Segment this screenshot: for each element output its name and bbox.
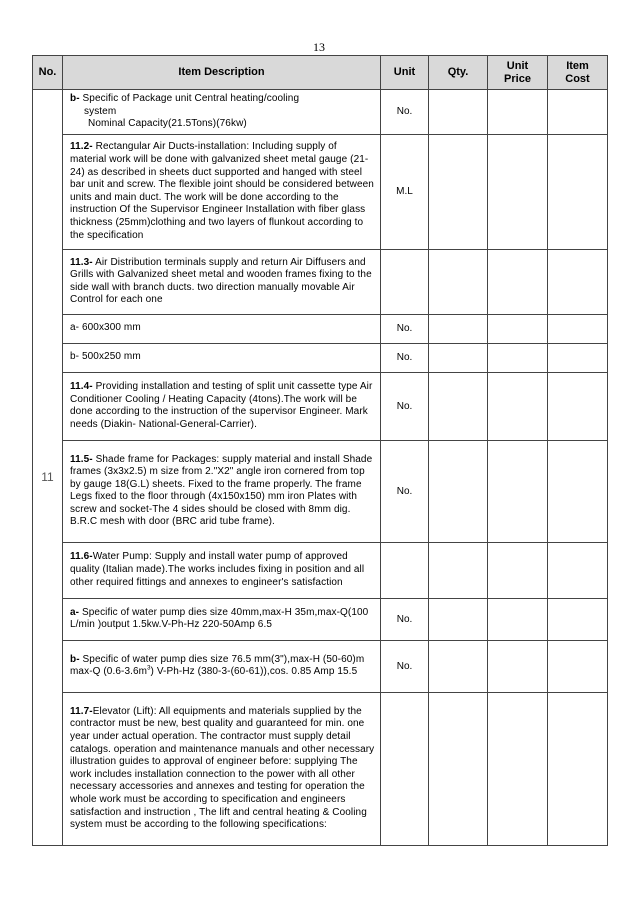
item-cost-cell[interactable] xyxy=(548,640,608,692)
unit-cell: No. xyxy=(381,372,429,440)
header-description: Item Description xyxy=(63,56,381,90)
header-unit-price-label: Unit Price xyxy=(504,59,531,85)
item-cost-cell[interactable] xyxy=(548,249,608,314)
row-text-part1: Specific of water pump dies size 76.5 mm(3"),max-H (50-60)m max-Q (0.6-3.6m xyxy=(70,653,365,678)
row-prefix: 11.7- xyxy=(70,705,93,717)
qty-cell[interactable] xyxy=(429,640,488,692)
header-unit-price xyxy=(488,56,548,90)
description-cell xyxy=(63,542,381,598)
page-number: 13 xyxy=(313,40,325,54)
qty-cell[interactable] xyxy=(429,598,488,640)
row-prefix: 11.5- xyxy=(70,453,93,465)
item-cost-cell[interactable] xyxy=(548,314,608,343)
description-cell xyxy=(63,343,381,372)
unit-price-cell[interactable] xyxy=(488,640,548,692)
qty-cell[interactable] xyxy=(429,440,488,542)
table-header-row xyxy=(33,56,608,90)
row-text: Air Distribution terminals supply and return Air Diffusers and Grills with Galvanized sheet metal and wooden frames fixing to the side wall with branch ducts. two direction manually movable Air Control for each one xyxy=(70,256,372,306)
unit-price-cell[interactable] xyxy=(488,90,548,135)
item-cost-cell[interactable] xyxy=(548,542,608,598)
row-prefix: b- xyxy=(70,653,80,665)
table-row xyxy=(33,249,608,314)
item-cost-cell[interactable] xyxy=(548,440,608,542)
unit-price-cell[interactable] xyxy=(488,542,548,598)
unit-cell xyxy=(381,542,429,598)
table-row xyxy=(33,314,608,343)
row-text: Water Pump: Supply and install water pump of approved quality (Italian made).The works includes fixing in position and all other required fittings and annexes to engineer's satisfaction xyxy=(70,551,365,588)
table-row xyxy=(33,134,608,249)
item-cost-cell[interactable] xyxy=(548,598,608,640)
unit-price-cell[interactable] xyxy=(488,249,548,314)
row-prefix: a- xyxy=(70,606,80,618)
description-cell xyxy=(63,314,381,343)
unit-cell: No. xyxy=(381,598,429,640)
table-row xyxy=(33,90,608,135)
item-cost-cell[interactable] xyxy=(548,372,608,440)
description-cell xyxy=(63,372,381,440)
item-cost-cell[interactable] xyxy=(548,343,608,372)
table-row xyxy=(33,343,608,372)
unit-cell: No. xyxy=(381,640,429,692)
unit-price-cell[interactable] xyxy=(488,372,548,440)
unit-cell: M.L xyxy=(381,134,429,249)
unit-cell xyxy=(381,249,429,314)
qty-cell[interactable] xyxy=(429,542,488,598)
description-cell xyxy=(63,640,381,692)
unit-price-cell[interactable] xyxy=(488,343,548,372)
table-row xyxy=(33,440,608,542)
unit-cell: No. xyxy=(381,440,429,542)
row-text: Shade frame for Packages: supply material and install Shade frames (3x3x2.5) m size from 2."X2" angle iron cornered from top by gauge 18(G.L) sheets. Fixed to the frame properly. The frame Legs fixed to the floor through (4x150x150) mm iron Plates with screw and socket-The 4 sides should be closed with 8mm dig. B.R.C mesh with door (BRC arid tube frame). xyxy=(70,453,373,528)
table-row xyxy=(33,542,608,598)
item-cost-cell[interactable] xyxy=(548,134,608,249)
description-cell xyxy=(63,90,381,135)
row-prefix: 11.2- xyxy=(70,141,93,153)
unit-price-cell[interactable] xyxy=(488,134,548,249)
header-unit: Unit xyxy=(381,56,429,90)
header-item-cost-label: Item Cost xyxy=(565,59,590,85)
item-cost-cell[interactable] xyxy=(548,692,608,845)
unit-price-cell[interactable] xyxy=(488,692,548,845)
description-cell xyxy=(63,692,381,845)
row-text-line3: Nominal Capacity(21.5Tons)(76kw) xyxy=(88,118,247,130)
unit-price-cell[interactable] xyxy=(488,598,548,640)
unit-cell: No. xyxy=(381,343,429,372)
description-cell xyxy=(63,134,381,249)
unit-cell: No. xyxy=(381,90,429,135)
header-no: No. xyxy=(33,56,63,90)
description-cell xyxy=(63,598,381,640)
qty-cell[interactable] xyxy=(429,372,488,440)
row-text: Providing installation and testing of split unit cassette type Air Conditioner Cooling / Heating Capacity (4tons).The work will be done according to the instruction of the supervisor Engineer. Mark needs (Diakin- National-General-Carrier). xyxy=(70,381,373,430)
row-text: a- 600x300 mm xyxy=(70,322,141,334)
description-cell xyxy=(63,440,381,542)
qty-cell[interactable] xyxy=(429,249,488,314)
table-row xyxy=(33,640,608,692)
item-number-cell xyxy=(33,90,63,846)
row-text-line2: system xyxy=(84,105,117,117)
row-text: Specific of Package unit Central heating/cooling xyxy=(79,93,300,104)
row-text: Specific of water pump dies size 40mm,max-H 35m,max-Q(100 L/min )output 1.5kw.V-Ph-Hz 220-50Amp 6.5 xyxy=(70,606,369,631)
qty-cell[interactable] xyxy=(429,343,488,372)
unit-cell: No. xyxy=(381,314,429,343)
unit-price-cell[interactable] xyxy=(488,440,548,542)
unit-cell xyxy=(381,692,429,845)
table-row xyxy=(33,372,608,440)
unit-price-cell[interactable] xyxy=(488,314,548,343)
row-text: Rectangular Air Ducts-installation: Including supply of material work will be done with galvanized sheet metal gauge (21-24) as described in sheets duct supported and hanged with steel bar unit and screw. The flexible joint should be considered between units and main duct. The work will be done according to the instruction Of the Supervisor Engineer Installation with fiber glass thickness (25mm)clothing and two layers of flunkout according to the specification xyxy=(70,141,374,241)
row-prefix: b- xyxy=(70,93,80,104)
qty-cell[interactable] xyxy=(429,314,488,343)
description-cell xyxy=(63,249,381,314)
bill-of-quantities-table xyxy=(32,55,608,846)
row-text-part2: ) V-Ph-Hz (380-3-(60-61)),cos. 0.85 Amp 15.5 xyxy=(150,666,358,678)
item-number: 11 xyxy=(41,470,54,485)
qty-cell[interactable] xyxy=(429,692,488,845)
row-prefix: 11.3- xyxy=(70,256,93,268)
table-row xyxy=(33,692,608,845)
row-prefix: 11.6- xyxy=(70,551,93,563)
qty-cell[interactable] xyxy=(429,90,488,135)
row-text: b- 500x250 mm xyxy=(70,351,141,363)
header-item-cost xyxy=(548,56,608,90)
row-text: Elevator (Lift): All equipments and materials supplied by the contractor must be new, best quality and guaranteed for min. one year under actual operation. The contractor must supply detail catalogs. operation and maintenance manuals and other necessary illustration guides to approval of engineer before: supplying The work includes installation connection to the power with all other necessary accessories and annexes and testing for operation the whole work must be according to specification and engineers satisfaction and instruction , The lift and central heating & Cooling system must be according to the following specifications: xyxy=(70,705,375,831)
superscript: 3 xyxy=(147,665,151,672)
row-prefix: 11.4- xyxy=(70,381,93,393)
table-row xyxy=(33,598,608,640)
item-cost-cell[interactable] xyxy=(548,90,608,135)
header-qty: Qty. xyxy=(429,56,488,90)
qty-cell[interactable] xyxy=(429,134,488,249)
